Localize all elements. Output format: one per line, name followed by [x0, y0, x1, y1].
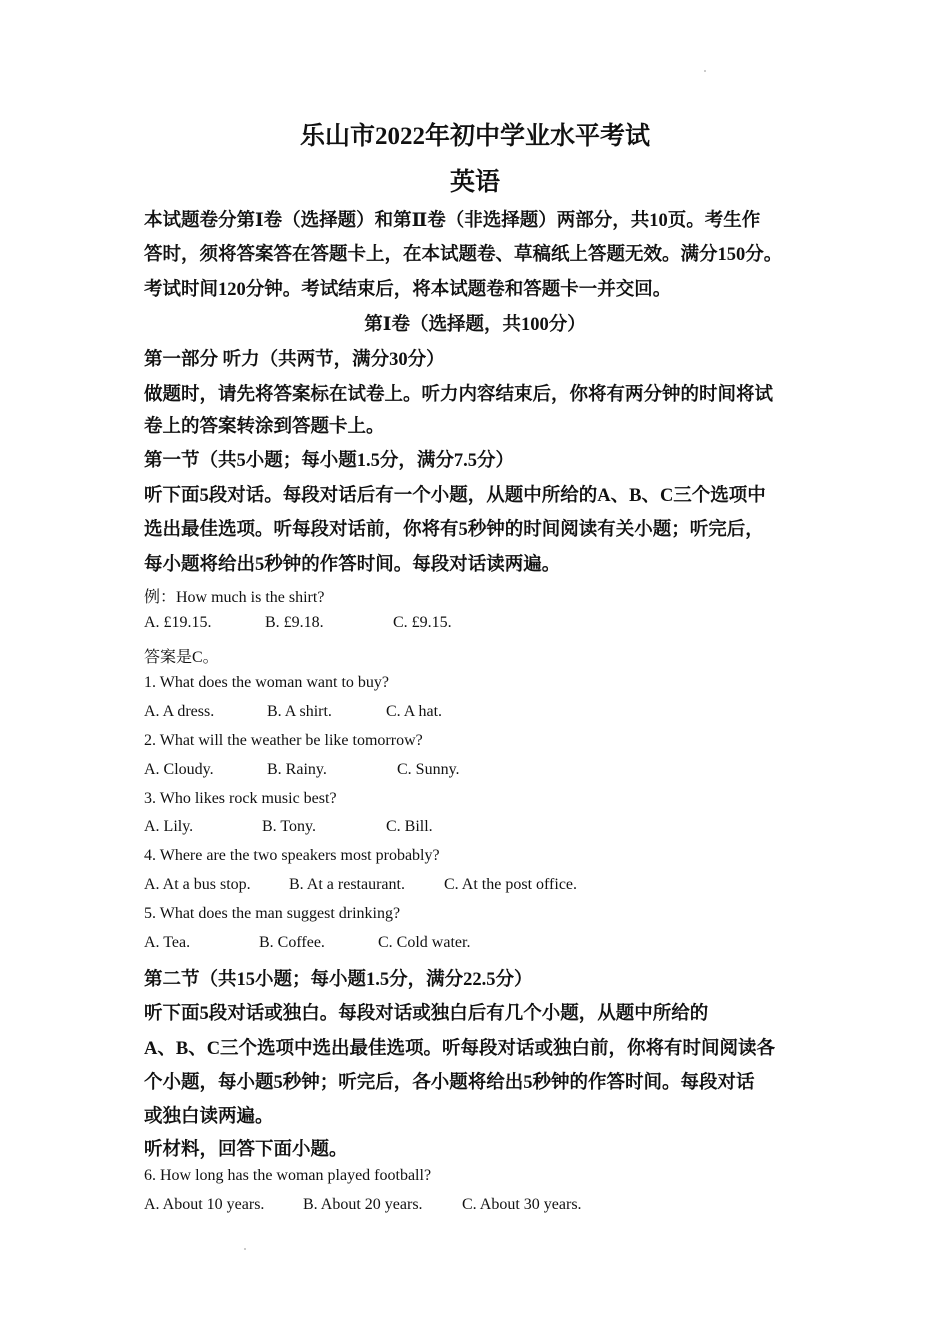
intro-line-2: 答时，须将答案答在答题卡上，在本试题卷、草稿纸上答题无效。满分150分。 [144, 245, 783, 265]
q4-option-b: B. At a restaurant. [289, 876, 405, 893]
q2-option-a: A. Cloudy. [144, 761, 214, 778]
question-3: 3. Who likes rock music best? [144, 790, 337, 807]
q1-option-b: B. A shirt. [267, 703, 332, 720]
question-5: 5. What does the man suggest drinking? [144, 905, 401, 922]
intro-line-3: 考试时间120分钟。考试结束后，将本试题卷和答题卡一并交回。 [144, 280, 672, 300]
question-2: 2. What will the weather be like tomorrow? [144, 732, 423, 749]
part1-instruction-1: 做题时，请先将答案标在试卷上。听力内容结束后，你将有两分钟的时间将试 [144, 385, 774, 405]
example-question: 例：How much is the shirt? [144, 589, 325, 606]
section2-instruction-3: 个小题，每小题5秒钟；听完后，各小题将给出5秒钟的作答时间。每段对话 [144, 1073, 755, 1093]
question-1: 1. What does the woman want to buy? [144, 674, 389, 691]
q2-option-b: B. Rainy. [267, 761, 327, 778]
q3-option-a: A. Lily. [144, 818, 194, 835]
example-option-c: C. £9.15. [393, 614, 452, 631]
q1-option-a: A. A dress. [144, 703, 215, 720]
example-answer: 答案是C。 [144, 649, 219, 666]
subject-title: 英语 [449, 169, 500, 196]
q6-option-c: C. About 30 years. [462, 1196, 582, 1213]
q3-option-c: C. Bill. [386, 818, 433, 835]
part1-instruction-2: 卷上的答案转涂到答题卡上。 [144, 417, 385, 437]
scan-dot [244, 1248, 246, 1250]
volume-title: 第Ⅰ卷（选择题，共100分） [364, 315, 586, 335]
q5-option-b: B. Coffee. [259, 934, 325, 951]
section2-instruction-4: 或独白读两遍。 [144, 1107, 274, 1127]
q4-option-a: A. At a bus stop. [144, 876, 251, 893]
exam-title: 乐山市2022年初中学业水平考试 [299, 123, 650, 150]
q2-option-c: C. Sunny. [397, 761, 460, 778]
q3-option-b: B. Tony. [262, 818, 316, 835]
part1-title: 第一部分 听力（共两节，满分30分） [144, 350, 445, 370]
q1-option-c: C. A hat. [386, 703, 443, 720]
scan-dot [704, 70, 706, 72]
section1-title: 第一节（共5小题；每小题1.5分，满分7.5分） [144, 451, 515, 471]
section1-instruction-3: 每小题将给出5秒钟的作答时间。每段对话读两遍。 [144, 555, 561, 575]
section1-instruction-1: 听下面5段对话。每段对话后有一个小题，从题中所给的A、B、C三个选项中 [144, 486, 766, 506]
intro-line-1: 本试题卷分第Ⅰ卷（选择题）和第Ⅱ卷（非选择题）两部分，共10页。考生作 [144, 211, 761, 231]
example-option-b: B. £9.18. [265, 614, 324, 631]
question-4: 4. Where are the two speakers most probably? [144, 847, 440, 864]
question-6: 6. How long has the woman played football? [144, 1167, 432, 1184]
q5-option-a: A. Tea. [144, 934, 191, 951]
section2-instruction-2: A、B、C三个选项中选出最佳选项。听每段对话或独白前，你将有时间阅读各 [144, 1039, 776, 1059]
section2-title: 第二节（共15小题；每小题1.5分，满分22.5分） [144, 970, 533, 990]
material-prompt: 听材料，回答下面小题。 [144, 1140, 348, 1160]
section1-instruction-2: 选出最佳选项。听每段对话前，你将有5秒钟的时间阅读有关小题；听完后， [144, 520, 764, 540]
example-option-a: A. £19.15. [144, 614, 212, 631]
section2-instruction-1: 听下面5段对话或独白。每段对话或独白后有几个小题，从题中所给的 [144, 1004, 709, 1024]
q6-option-b: B. About 20 years. [303, 1196, 423, 1213]
q4-option-c: C. At the post office. [444, 876, 578, 893]
q5-option-c: C. Cold water. [378, 934, 471, 951]
q6-option-a: A. About 10 years. [144, 1196, 265, 1213]
